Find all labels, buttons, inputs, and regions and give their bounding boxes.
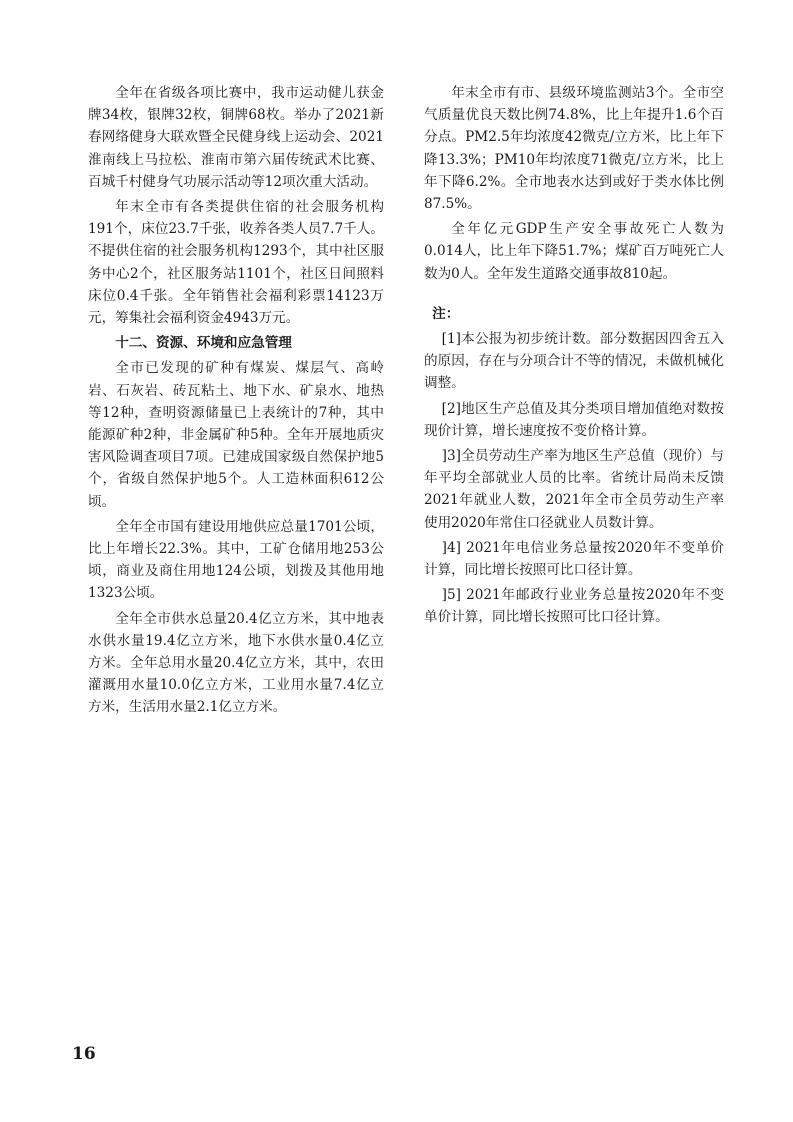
paragraph-environment: 年末全市有市、县级环境监测站3个。全市空气质量优良天数比例74.8%，比上年提升1.6个百分点。PM2.5年均浓度42微克/立方米，比上年下降13.3%；PM10年均浓度71微克/立方米，比上年下降6.2%。全市地表水达到或好于类水体比例87.5%。 [424, 85, 724, 213]
paragraph-sports: 全年在省级各项比赛中，我市运动健儿获金牌34枚，银牌32枚，铜牌68枚。举办了2021新春网络健身大联欢暨全民健身线上运动会、2021淮南线上马拉松、淮南市第六届传统武术比赛、百城千村健身气功展示活动等12项次重大活动。 [88, 85, 384, 190]
page-number: 16 [72, 1044, 96, 1064]
paragraph-safety: 全年亿元GDP生产安全事故死亡人数为0.014人，比上年下降51.7%；煤矿百万吨死亡人数为0人。全年发生道路交通事故810起。 [424, 221, 724, 282]
note-2: [2]地区生产总值及其分类项目增加值绝对数按现价计算，增长速度按不变价格计算。 [424, 400, 724, 439]
paragraph-water-supply: 全年全市供水总量20.4亿立方米，其中地表水供水量19.4亿立方米，地下水供水量0.4亿立方米。全年总用水量20.4亿立方米，其中，农田灌溉用水量10.0亿立方米，工业用水量7.4亿立方米，生活用水量2.1亿立方米。 [88, 610, 384, 716]
note-3: ]3]全员劳动生产率为地区生产总值（现价）与年平均全部就业人员的比率。省统计局尚未反馈2021年就业人数，2021年全市全员劳动生产率使用2020年常住口径就业人员数计算。 [424, 448, 724, 531]
note-5: ]5] 2021年邮政行业业务总量按2020年不变单价计算，同比增长按照可比口径计算。 [424, 587, 724, 626]
notes-title: 注： [432, 305, 460, 322]
paragraph-minerals: 全市已发现的矿种有煤炭、煤层气、高岭岩、石灰岩、砖瓦粘土、地下水、矿泉水、地热等12种，查明资源储量已上表统计的7种，其中能源矿种2种，非金属矿种5种。全年开展地质灾害风险调查项目7项。已建成国家级自然保护地5个，省级自然保护地5个。人工造林面积612公顷。 [88, 360, 384, 510]
section-heading: 十二、资源、环境和应急管理 [115, 335, 292, 352]
paragraph-land-supply: 全年全市国有建设用地供应总量1701公顷，比上年增长22.3%。其中，工矿仓储用地253公顷，商业及商住用地124公顷，划拨及其他用地1323公顷。 [88, 518, 384, 602]
note-4: ]4] 2021年电信业务总量按2020年不变单价计算，同比增长按照可比口径计算。 [424, 539, 724, 579]
right-column [424, 82, 724, 632]
paragraph-social-services: 年末全市有各类提供住宿的社会服务机构191个，床位23.7千张，收养各类人员7.7千人。不提供住宿的社会服务机构1293个，其中社区服务中心2个，社区服务站1101个，社区日间照料床位0.4千张。全年销售社会福利彩票14123万元，筹集社会福利资金4943万元。 [88, 199, 384, 327]
note-1: [1]本公报为初步统计数。部分数据因四舍五入的原因，存在与分项合计不等的情况，未做机械化调整。 [424, 331, 724, 392]
left-column [88, 82, 384, 722]
